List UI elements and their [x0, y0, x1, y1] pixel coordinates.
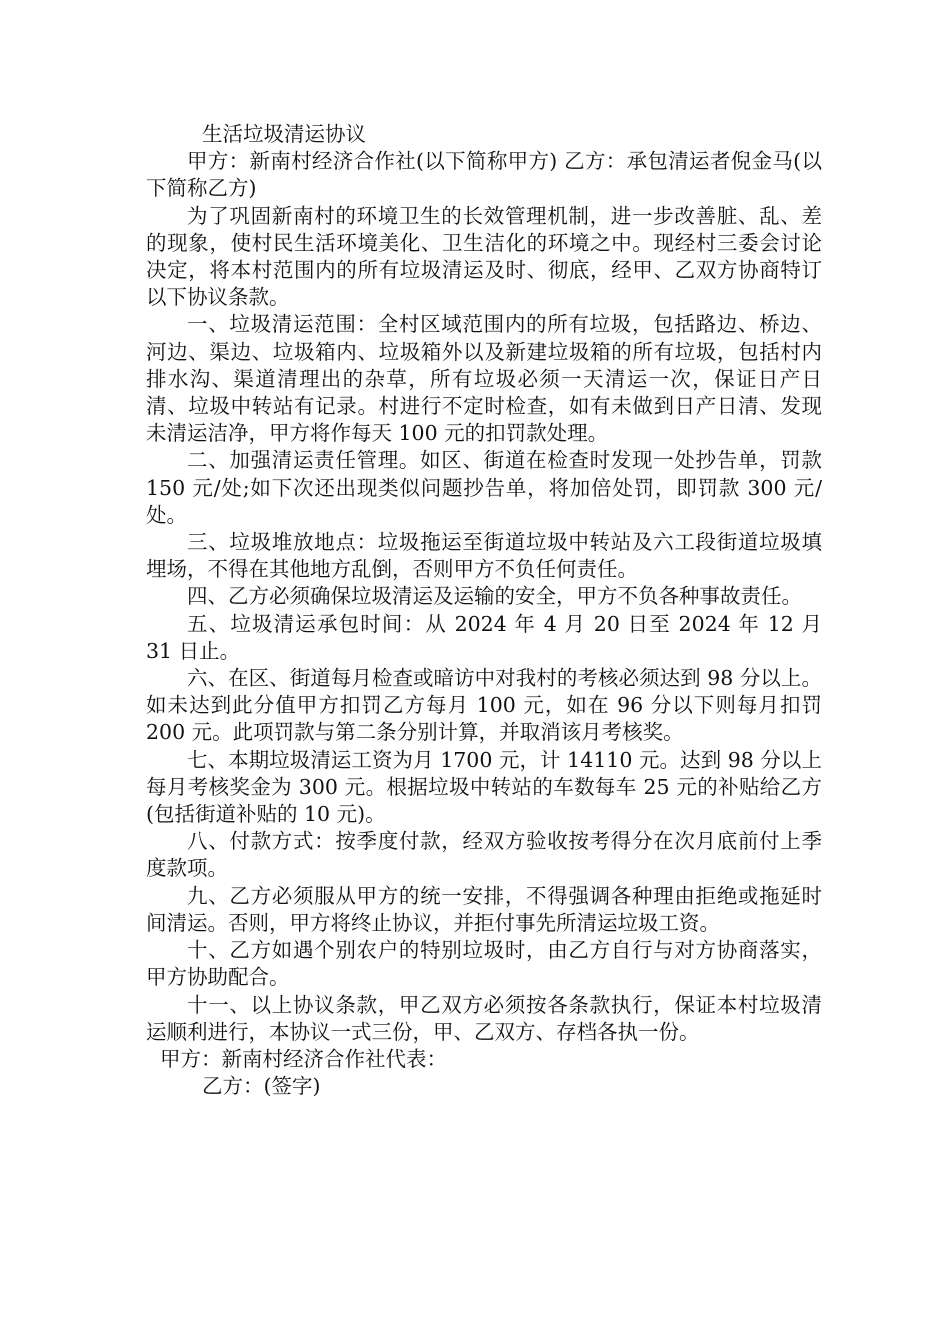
clause-9: 九、乙方必须服从甲方的统一安排，不得强调各种理由拒绝或拖延时间清运。否则，甲方将终止协议，并拒付事先所清运垃圾工资。	[146, 883, 822, 935]
clause-1: 一、垃圾清运范围：全村区域范围内的所有垃圾，包括路边、桥边、河边、渠边、垃圾箱内、垃圾箱外以及新建垃圾箱的所有垃圾，包括村内排水沟、渠道清理出的杂草，所有垃圾必须一天清运一次，保证日产日清、垃圾中转站有记录。村进行不定时检查，如有未做到日产日清、发现未清运洁净，甲方将作每天 100 元的扣罚款处理。	[146, 312, 822, 446]
clause-4: 四、乙方必须确保垃圾清运及运输的安全，甲方不负各种事故责任。	[187, 584, 802, 609]
clause-2: 二、加强清运责任管理。如区、街道在检查时发现一处抄告单，罚款 150 元/处;如下次还出现类似问题抄告单，将加倍处罚，即罚款 300 元/处。	[146, 448, 822, 527]
document-title: 生活垃圾清运协议	[202, 122, 366, 146]
clause-7: 七、本期垃圾清运工资为月 1700 元，计 14110 元。达到 98 分以上每月考核奖金为 300 元。根据垃圾中转站的车数每车 25 元的补贴给乙方(包括街道补贴的 10 元)。	[146, 747, 822, 827]
document-page	[146, 121, 822, 1100]
clause-5: 五、垃圾清运承包时间：从 2024 年 4 月 20 日至 2024 年 12 月 31 日止。	[146, 611, 822, 663]
signature-party-a: 甲方：新南村经济合作社代表：	[160, 1046, 447, 1071]
clause-3: 三、垃圾堆放地点：垃圾拖运至街道垃圾中转站及六工段街道垃圾填埋场，不得在其他地方乱倒，否则甲方不负任何责任。	[146, 530, 822, 582]
clause-11: 十一、以上协议条款，甲乙双方必须按各条款执行，保证本村垃圾清运顺利进行，本协议一式三份，甲、乙双方、存档各执一份。	[146, 992, 822, 1044]
preamble-paragraph: 为了巩固新南村的环境卫生的长效管理机制，进一步改善脏、乱、差的现象，使村民生活环境美化、卫生洁化的环境之中。现经村三委会讨论决定，将本村范围内的所有垃圾清运及时、彻底，经甲、乙双方协商特订以下协议条款。	[146, 203, 822, 310]
clause-8: 八、付款方式：按季度付款，经双方验收按考得分在次月底前付上季度款项。	[146, 829, 822, 881]
clause-10: 十、乙方如遇个别农户的特别垃圾时，由乙方自行与对方协商落实，甲方协助配合。	[146, 938, 822, 990]
signature-party-b: 乙方：(签字)	[202, 1074, 321, 1099]
party-line: 甲方：新南村经济合作社(以下简称甲方) 乙方：承包清运者倪金马(以下简称乙方)	[146, 149, 822, 201]
clause-6: 六、在区、街道每月检查或暗访中对我村的考核必须达到 98 分以上。如未达到此分值甲方扣罚乙方每月 100 元，如在 96 分以下则每月扣罚 200 元。此项罚款与第二条分别计算，并取消该月考核奖。	[146, 666, 822, 745]
